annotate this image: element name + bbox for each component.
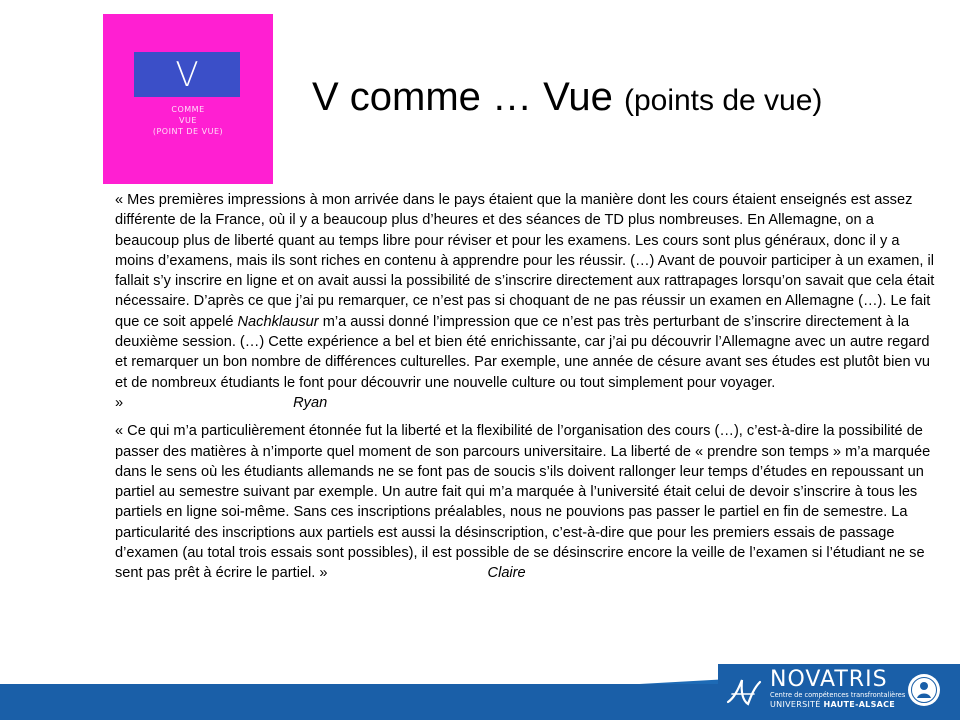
testimony-text: « Mes premières impressions à mon arrivée dans le pays étaient que la manière dont les cours étaient enseignés est assez différente de la France, où il y a beaucoup plus d’heures et des séances de TD plus nombreuses. En Allemagne, on a beaucoup plus de liberté quant au temps libre pour réviser et pour les examens. Les cours sont plus généraux, donc il y a moins d’examens, mais ils sont riches en contenu à apprendre pour les réussir. (…) Avant de pouvoir participer à un examen, il fallait s’y inscrire en ligne et on avait aussi la possibilité de s’inscrire directement aux rattrapages lorsqu’on savait que cela était nécessaire. D’après ce que j’ai pu remarquer, ce n’est pas si choquant de ne pas réussir un examen en Allemagne (…). Le fait que ce soit appelé [115,192,935,330]
university-name: HAUTE-ALSACE [823,700,896,709]
title-main: V comme … Vue [312,75,613,119]
footer-university [770,700,895,710]
logo-letter-panel [134,52,240,97]
testimony-italic-term: Nachklausur [237,313,319,330]
logo-caption-line: VUE [179,116,197,125]
footer-tagline: Centre de compétences transfrontalières [770,691,906,699]
testimony-text: m’a aussi donné l’impression que ce n’est pas très perturbant de s’inscrire directement à la deuxième session. (…) Cette expérience a bel et bien été enrichissante, car j’ai pu découvrir l’Allemagne avec un autre regard et remarquer un bon nombre de différences culturelles. Par exemple, une année de césure avant ses études est plutôt bien vu et de nombreux étudiants le font pour découvrir une nouvelle culture ou tout simplement pour voyager. » [115,313,931,411]
slide-title [312,72,822,126]
logo-caption [103,104,273,137]
testimony-author: Claire [487,565,526,582]
title-sub: (points de vue) [623,84,823,117]
logo-square [103,14,273,184]
university-seal-icon [906,672,942,708]
logo-caption-line: (POINT DE VUE) [152,127,224,136]
testimony-claire [115,421,935,583]
testimony-text: « Ce qui m’a particulièrement étonnée fut la liberté et la flexibilité de l’organisation des cours (…), c’est-à-dire la possibilité de passer des matières à n’importe quel moment de son parcours universitaire. La liberté de « prendre son temps » m’a marquée dans le sens où les étudiants allemands ne se font pas de soucis s’ils doivent rallonger leur temps d’études en repoussant un partiel au semestre suivant par exemple. Un autre fait qui m’a marquée à l’université était celui de devoir s’inscrire à tous les partiels en ligne soi-même. Sans ces inscriptions préalables, nous ne pouvions pas passer le partiel en fin de semestre. La particularité des inscriptions aux partiels est aussi la désinscription, c’est-à-dire que pour les premiers essais de passage d’examen (au total trois essais sont possibles), il est possible de se désinscrire encore la veille de l’examen si l’étudiant ne se sent pas prêt à écrire le partiel. » [115,423,931,582]
testimony-ryan [115,190,935,413]
testimonies [115,190,935,592]
logo-caption-line: COMME [171,105,205,114]
university-prefix: UNIVERSITÉ [770,700,821,709]
testimony-author: Ryan [293,394,328,411]
novatris-logo-icon [724,672,764,712]
logo-letter: V [175,54,199,95]
footer-brand-name: NOVATRIS [770,667,888,692]
